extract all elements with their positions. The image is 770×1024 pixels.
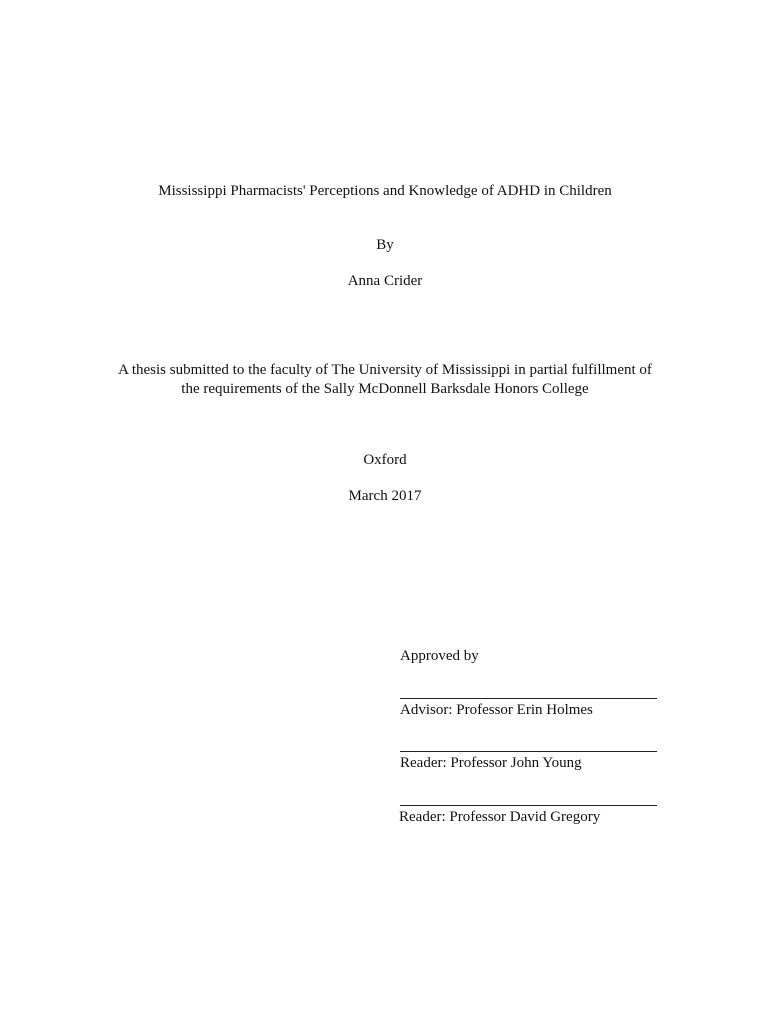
submission-date: March 2017 [348,488,422,504]
thesis-title: Mississippi Pharmacists' Perceptions and Knowledge of ADHD in Children [158,183,612,199]
advisor-signatory: Advisor: Professor Erin Holmes [400,702,593,718]
by-label: By [376,237,394,253]
approved-by-label: Approved by [400,648,479,664]
author-name: Anna Crider [347,273,423,289]
thesis-statement-line-2: the requirements of the Sally McDonnell Barksdale Honors College [181,381,589,397]
reader-signatory: Reader: Professor John Young [400,755,582,771]
thesis-statement-line-1: A thesis submitted to the faculty of The University of Mississippi in partial fulfillment of [118,362,652,378]
signature-line [400,698,657,699]
location: Oxford [363,452,407,468]
reader-signatory: Reader: Professor David Gregory [399,809,601,825]
signature-line [400,751,657,752]
signature-line [400,805,657,806]
